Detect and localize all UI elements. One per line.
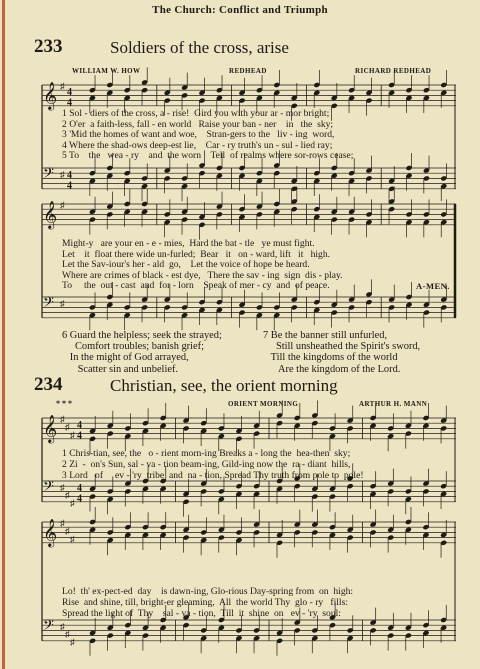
svg-text:♯: ♯ — [60, 81, 65, 92]
svg-text:♯: ♯ — [60, 621, 65, 632]
svg-text:♯: ♯ — [65, 525, 70, 536]
hymn-233-lyrics-a-line-1: 1 Sol - diers of the cross, a - rise! Gird you with your ar - mor bright; — [62, 108, 330, 119]
svg-text:♯: ♯ — [60, 169, 65, 180]
svg-text:♯: ♯ — [60, 518, 65, 529]
hymn-233-author: WILLIAM W. HOW — [72, 67, 141, 75]
hymn-234-stars: * * * — [56, 399, 72, 408]
hymn-233-lyrics-a-line-2: 2 O'er a faith-less, fall - en world Raise your ban - ner in the sky; — [62, 118, 334, 130]
hymn-233-lyrics-b-line-4: Where are crimes of black - est dye, There the sav - ing sign dis - play. — [62, 269, 343, 281]
svg-text:♯: ♯ — [70, 497, 75, 508]
hymn-233-lyrics-b-line-5: To the out - cast and for - lorn Speak of mer - cy and of peace. — [62, 280, 330, 291]
svg-text:4: 4 — [67, 169, 72, 181]
hymn-233-lyrics-b-line-2: Let it float there wide un-furled; Bear it on - ward, lift it high. — [62, 248, 331, 260]
hymn-233-stanza-6: 6 Guard the helpless; seek the strayed; Comfort troubles; banish grief; In the might of God arrayed, Scatter sin and unbelief. — [62, 330, 222, 375]
svg-text:𝄞: 𝄞 — [43, 200, 58, 229]
hymn-233-stanza-7: 7 Be the banner still unfurled, Still unsheathed the Spirit's sword, Till the kingdoms of the world Are the kingdom of the Lord. — [263, 330, 421, 375]
svg-text:♯: ♯ — [70, 533, 75, 544]
hymn-234-lyrics-a-line-2: 2 Zi - on's Sun, sal - va - tion beam-ing, Gild-ing now the ra - diant hills, — [62, 459, 351, 470]
hymn-234-tune: ORIENT MORNING — [228, 400, 299, 408]
svg-text:𝄢: 𝄢 — [43, 617, 54, 638]
hymn-233-composer: RICHARD REDHEAD — [355, 67, 432, 75]
hymn-233-lyrics-b-line-3: Let the Sav-iour's her - ald go, Let the voice of hope be heard. — [62, 259, 310, 270]
svg-text:𝄞: 𝄞 — [43, 414, 58, 443]
svg-text:4: 4 — [67, 86, 72, 98]
svg-text:♯: ♯ — [70, 636, 75, 647]
hymn-233-title: Soldiers of the cross, arise — [110, 38, 289, 57]
svg-text:♯: ♯ — [65, 421, 70, 432]
svg-text:4: 4 — [77, 482, 82, 494]
hymn-233-amen: A-MEN. — [416, 281, 450, 291]
svg-text:𝄢: 𝄢 — [43, 294, 54, 315]
hymn-233-lyrics-a-line-5: 5 To the wea - ry and the worn Tell of realms where sor-rows cease; — [62, 150, 354, 161]
svg-text:♯: ♯ — [65, 490, 70, 501]
hymn-234-lyrics-b-line-1: Lo! th' ex-pect-ed day is dawn-ing, Glo-rious Day-spring from on high: — [62, 586, 354, 597]
svg-text:𝄞: 𝄞 — [43, 81, 58, 110]
svg-text:4: 4 — [77, 419, 82, 431]
svg-text:♯: ♯ — [60, 298, 65, 309]
svg-text:♯: ♯ — [60, 482, 65, 493]
hymn-234-title: Christian, see, the orient morning — [110, 376, 338, 395]
svg-text:♯: ♯ — [60, 414, 65, 425]
hymn-233-lyrics-a-line-4: 4 Where the shad-ows deep-est lie, Car - ry truth's un - sul - lied ray; — [62, 139, 333, 151]
svg-text:𝄢: 𝄢 — [43, 165, 54, 186]
hymn-234-number: 234 — [34, 374, 63, 395]
svg-text:♯: ♯ — [70, 429, 75, 440]
svg-text:𝄢: 𝄢 — [43, 478, 54, 499]
hymn-233-number: 233 — [34, 36, 63, 57]
hymn-233-lyrics-b-line-1: Might-y are your en - e - mies, Hard the bat - tle ye must fight. — [62, 238, 315, 249]
svg-text:4: 4 — [67, 180, 72, 192]
svg-text:♯: ♯ — [65, 629, 70, 640]
hymn-233-lyrics-a-line-3: 3 'Mid the homes of want and woe, Stran-gers to the liv - ing word, — [62, 129, 335, 140]
svg-text:4: 4 — [77, 493, 82, 505]
svg-text:𝄞: 𝄞 — [43, 518, 58, 547]
hymn-233-tune: REDHEAD — [229, 67, 267, 75]
svg-text:4: 4 — [67, 97, 72, 109]
hymn-234-composer: ARTHUR H. MANN — [359, 400, 428, 408]
hymn-234-lyrics-a-line-1: 1 Chris-tian, see, the o - rient morn-ing Breaks a - long the hea-then sky; — [62, 448, 351, 459]
svg-text:4: 4 — [77, 430, 82, 442]
hymn-234-lyrics-b-line-2: Rise and shine, till, bright-er gleaming, All the world Thy glo - ry fills: — [62, 597, 348, 608]
page-edge-stripe — [2, 0, 5, 669]
hymn-234-lyrics-a-line-3: 3 Lord of ev - 'ry tribe and na - tion, Spread Thy truth from pole to pole! — [62, 470, 364, 481]
hymn-234-lyrics-b-line-3: Spread the light of Thy sal - va - tion, Till it shine on ev - 'ry soul: — [62, 608, 341, 619]
running-header: The Church: Conflict and Triumph — [152, 4, 328, 16]
svg-text:♯: ♯ — [60, 200, 65, 211]
